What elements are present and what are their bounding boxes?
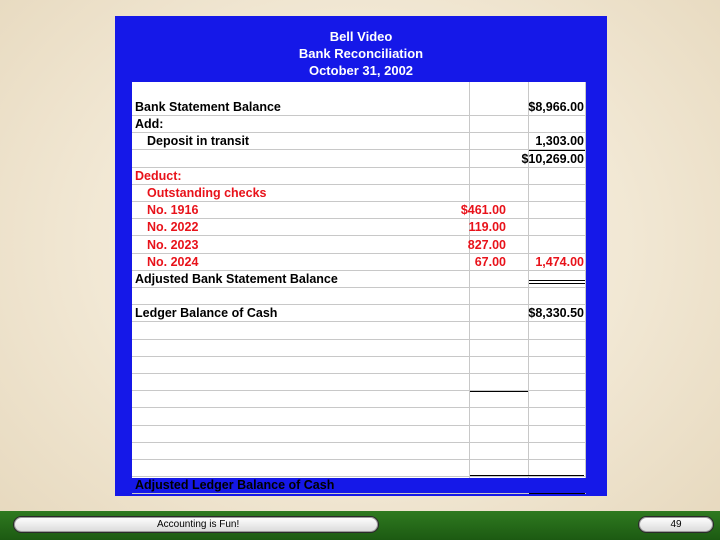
row-total-amount: 1,303.00 <box>535 134 584 149</box>
double-rule <box>529 283 585 284</box>
table-row <box>132 271 586 288</box>
row-label: No. 2024 <box>147 254 199 269</box>
reconciliation-panel <box>115 16 607 496</box>
table-row <box>132 374 586 391</box>
row-total-amount: 1,474.00 <box>535 254 584 269</box>
row-label: Ledger Balance of Cash <box>135 306 278 321</box>
row-check-amount: 119.00 <box>468 220 506 235</box>
statement-title: Bank Reconciliation <box>298 46 424 61</box>
reconciliation-table <box>132 82 586 493</box>
row-check-amount: 67.00 <box>474 254 506 269</box>
footer-bar <box>0 511 720 540</box>
page-number: 49 <box>638 516 714 533</box>
table-row <box>132 202 586 219</box>
statement-date: October 31, 2002 <box>308 63 414 78</box>
table-row <box>132 305 586 322</box>
table-row <box>132 237 586 254</box>
table-row <box>132 426 586 443</box>
double-rule <box>529 280 585 281</box>
row-check-amount: $461.00 <box>460 203 506 218</box>
table-row <box>132 99 586 116</box>
table-row <box>132 477 586 494</box>
row-label: Adjusted Ledger Balance of Cash <box>135 478 335 493</box>
table-row <box>132 288 586 305</box>
row-label: Bank Statement Balance <box>135 100 281 114</box>
row-check-amount: 827.00 <box>467 237 506 252</box>
row-total-amount: $8,966.00 <box>528 100 584 114</box>
final-rule <box>470 475 584 476</box>
statement-header <box>115 28 607 79</box>
table-row <box>132 409 586 426</box>
table-row <box>132 254 586 271</box>
company-name: Bell Video <box>329 29 393 44</box>
row-total-amount: $8,330.50 <box>528 306 584 321</box>
table-row <box>132 168 586 185</box>
table-row <box>132 391 586 408</box>
row-label: Deduct: <box>135 168 182 183</box>
row-label: No. 2022 <box>147 220 199 235</box>
double-rule <box>529 493 585 494</box>
table-row <box>132 357 586 374</box>
row-label: Add: <box>135 117 164 132</box>
row-label: No. 1916 <box>147 203 199 218</box>
row-label: Deposit in transit <box>147 134 250 149</box>
table-row <box>132 340 586 357</box>
table-row <box>132 185 586 202</box>
subtotal-rule <box>470 391 528 392</box>
row-label: Outstanding checks <box>147 186 267 200</box>
row-total-amount: $10,269.00 <box>521 151 584 166</box>
table-row <box>132 219 586 236</box>
table-row <box>132 151 586 168</box>
row-label: Adjusted Bank Statement Balance <box>135 272 338 286</box>
table-row <box>132 443 586 460</box>
footer-title: Accounting is Fun! <box>13 516 379 533</box>
table-row <box>132 133 586 150</box>
table-row <box>132 323 586 340</box>
subtotal-rule <box>529 150 585 151</box>
row-label: No. 2023 <box>147 237 199 252</box>
table-row <box>132 116 586 133</box>
